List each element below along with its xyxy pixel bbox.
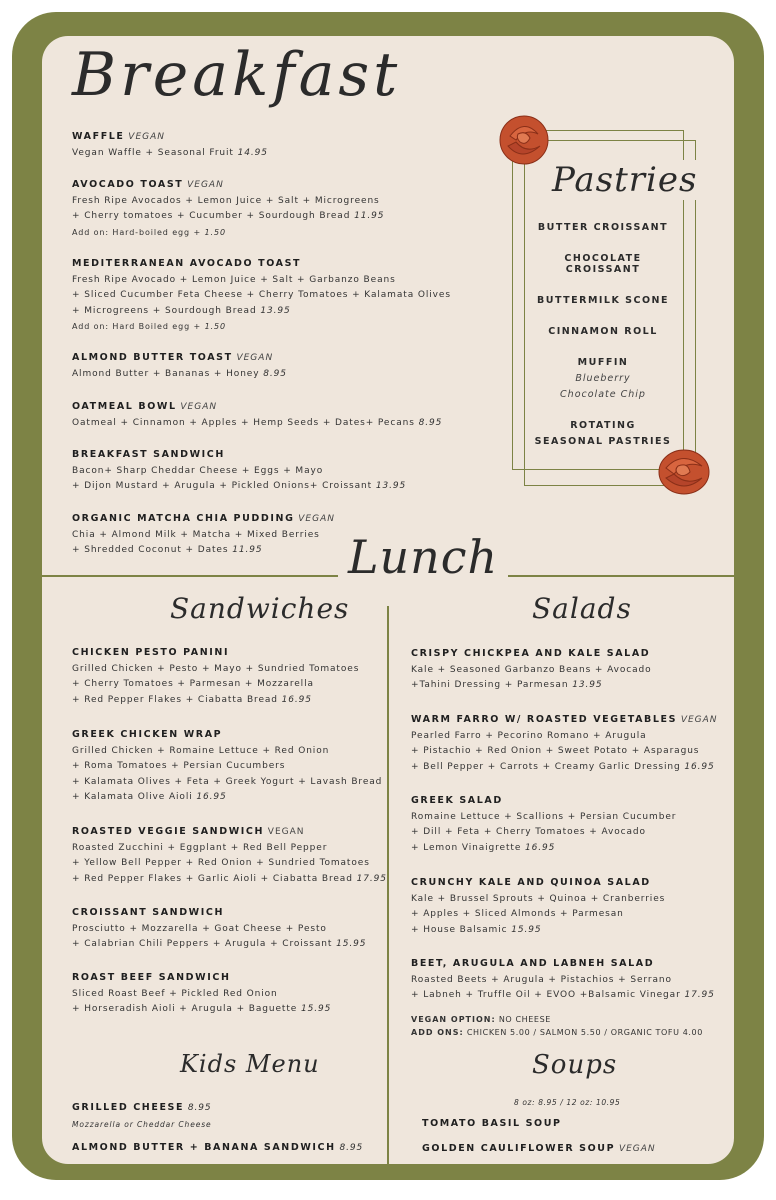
pastry-item: ROTATING bbox=[570, 420, 636, 431]
item-desc: +Tahini Dressing + Parmesan bbox=[411, 680, 569, 691]
item-desc: Fresh Ripe Avocados + Lemon Juice + Salt + Microgreens bbox=[72, 195, 380, 206]
item-desc: + Bell Pepper + Carrots + Creamy Garlic Dressing bbox=[411, 761, 681, 772]
item-desc: + Horseradish Aioli + Arugula + Baguette bbox=[72, 1004, 298, 1015]
item-desc: + Red Pepper Flakes + Ciabatta Bread bbox=[72, 694, 278, 705]
item-price: 8.95 bbox=[263, 368, 287, 379]
item-price: 15.95 bbox=[300, 1004, 332, 1015]
item-name: BREAKFAST SANDWICH bbox=[72, 449, 225, 460]
item-desc: + Yellow Bell Pepper + Red Onion + Sundried Tomatoes bbox=[72, 858, 370, 869]
item-desc: + Shredded Coconut + Dates bbox=[72, 545, 229, 556]
item-desc: + Cherry tomatoes + Cucumber + Sourdough Bread bbox=[72, 211, 351, 222]
breakfast-item-avocado-toast bbox=[72, 177, 384, 240]
item-desc: Roasted Beets + Arugula + Pistachios + Serrano bbox=[411, 974, 672, 985]
column-divider bbox=[387, 606, 389, 1164]
pastry-item: MUFFIN bbox=[577, 357, 629, 368]
item-name: GOLDEN CAULIFLOWER SOUP bbox=[422, 1143, 616, 1154]
item-desc: + Kalamata Olive Aioli bbox=[72, 792, 193, 803]
item-addon: Add on: Hard-boiled egg + bbox=[72, 227, 202, 237]
item-price: 11.95 bbox=[354, 211, 385, 222]
item-price: 16.95 bbox=[525, 842, 556, 853]
pastries-title: Pastries bbox=[548, 160, 701, 200]
soup-item-tomato bbox=[422, 1116, 562, 1133]
vegan-tag: VEGAN bbox=[187, 180, 224, 190]
item-price: 14.95 bbox=[237, 147, 268, 158]
item-desc: Roasted Zucchini + Eggplant + Red Bell Pepper bbox=[72, 842, 328, 853]
item-desc: Chia + Almond Milk + Matcha + Mixed Berries bbox=[72, 529, 320, 540]
item-desc: Pearled Farro + Pecorino Romano + Arugula bbox=[411, 730, 647, 741]
item-desc: + Apples + Sliced Almonds + Parmesan bbox=[411, 909, 624, 920]
sandwich-item-pesto-panini bbox=[72, 645, 359, 708]
muffin-variant: Chocolate Chip bbox=[560, 389, 646, 400]
item-desc: + House Balsamic bbox=[411, 924, 508, 935]
item-name: CROISSANT SANDWICH bbox=[72, 907, 225, 918]
item-name: CRUNCHY KALE AND QUINOA SALAD bbox=[411, 877, 651, 888]
item-name: MEDITERRANEAN AVOCADO TOAST bbox=[72, 258, 302, 269]
vegan-tag: VEGAN bbox=[180, 402, 218, 412]
lunch-title: Lunch bbox=[338, 530, 508, 584]
item-desc: + Sliced Cucumber Feta Cheese + Cherry Tomatoes + Kalamata Olives bbox=[72, 290, 451, 301]
item-price: 13.95 bbox=[260, 305, 291, 316]
item-name: WAFFLE bbox=[72, 131, 125, 142]
item-desc: Prosciutto + Mozzarella + Goat Cheese + Pesto bbox=[72, 923, 327, 934]
item-desc: Oatmeal + Cinnamon + Apples + Hemp Seeds + Dates+ Pecans bbox=[72, 417, 415, 428]
item-name: GRILLED CHEESE bbox=[72, 1102, 185, 1113]
item-desc: Vegan Waffle + Seasonal Fruit bbox=[72, 147, 234, 158]
item-price: 8.95 bbox=[418, 417, 443, 428]
breakfast-item-almond-toast bbox=[72, 350, 287, 382]
item-name: CHICKEN PESTO PANINI bbox=[72, 647, 230, 658]
vegan-tag: VEGAN bbox=[267, 827, 305, 837]
item-name: ALMOND BUTTER TOAST bbox=[72, 352, 233, 363]
kids-item-almond-banana bbox=[72, 1140, 363, 1157]
item-name: ROASTED VEGGIE SANDWICH bbox=[72, 826, 265, 837]
rose-bottom-icon bbox=[656, 446, 712, 498]
item-price: 11.95 bbox=[232, 545, 263, 556]
soups-title: Soups bbox=[532, 1050, 618, 1080]
item-price: 17.95 bbox=[684, 990, 715, 1001]
item-name: TOMATO BASIL SOUP bbox=[422, 1118, 562, 1129]
item-desc: Romaine Lettuce + Scallions + Persian Cucumber bbox=[411, 811, 677, 822]
item-desc: Bacon+ Sharp Cheddar Cheese + Eggs + Mayo bbox=[72, 465, 324, 476]
addon-price: 1.50 bbox=[204, 227, 226, 237]
vegan-tag: VEGAN bbox=[298, 514, 335, 524]
item-price: 15.95 bbox=[336, 939, 367, 950]
note-value: CHICKEN 5.00 / SALMON 5.50 / ORGANIC TOFU 4.00 bbox=[466, 1028, 703, 1037]
soup-item-cauliflower bbox=[422, 1141, 656, 1158]
soup-sizes: 8 oz: 8.95 / 12 oz: 10.95 bbox=[514, 1098, 621, 1107]
pastry-item: CHOCOLATE CROISSANT bbox=[564, 253, 642, 275]
breakfast-item-matcha-pudding bbox=[72, 511, 335, 559]
item-desc: + Microgreens + Sourdough Bread bbox=[72, 305, 257, 316]
item-price: 8.95 bbox=[187, 1103, 212, 1113]
rose-top-icon bbox=[496, 112, 552, 168]
item-addon: Add on: Hard Boiled egg + bbox=[72, 322, 202, 332]
salad-item-beet-labneh bbox=[411, 956, 715, 1004]
item-desc: Grilled Chicken + Romaine Lettuce + Red Onion bbox=[72, 745, 330, 756]
item-desc: + Dijon Mustard + Arugula + Pickled Onions+ Croissant bbox=[72, 481, 373, 492]
add-ons-note bbox=[411, 1028, 703, 1037]
item-name: ORGANIC MATCHA CHIA PUDDING bbox=[72, 513, 295, 524]
item-name: AVOCADO TOAST bbox=[72, 179, 184, 190]
salad-item-warm-farro bbox=[411, 712, 718, 775]
item-desc: + Lemon Vinaigrette bbox=[411, 842, 522, 853]
salad-item-chickpea-kale bbox=[411, 646, 652, 694]
item-desc: + Pistachio + Red Onion + Sweet Potato + Asparagus bbox=[411, 746, 700, 757]
sandwich-item-roast-beef bbox=[72, 970, 331, 1018]
item-desc: Kale + Brussel Sprouts + Quinoa + Cranberries bbox=[411, 893, 666, 904]
item-desc: + Red Pepper Flakes + Garlic Aioli + Ciabatta Bread bbox=[72, 873, 353, 884]
item-desc: Fresh Ripe Avocado + Lemon Juice + Salt + Garbanzo Beans bbox=[72, 274, 396, 285]
note-label: ADD ONS: bbox=[411, 1028, 464, 1037]
item-note: Mozzarella or Cheddar Cheese bbox=[72, 1119, 212, 1129]
salads-title: Salads bbox=[532, 592, 632, 625]
item-name: CRISPY CHICKPEA AND KALE SALAD bbox=[411, 648, 651, 659]
addon-price: 1.50 bbox=[204, 322, 226, 332]
note-label: VEGAN OPTION: bbox=[411, 1015, 496, 1024]
pastry-item: CINNAMON ROLL bbox=[548, 326, 658, 337]
vegan-tag: VEGAN bbox=[236, 353, 274, 363]
item-name: GREEK SALAD bbox=[411, 795, 503, 806]
pastry-list bbox=[528, 222, 678, 447]
item-price: 15.95 bbox=[511, 924, 542, 935]
item-price: 8.95 bbox=[339, 1143, 364, 1153]
breakfast-item-oatmeal bbox=[72, 399, 442, 431]
item-desc: + Calabrian Chili Peppers + Arugula + Croissant bbox=[72, 939, 333, 950]
pastry-item: BUTTERMILK SCONE bbox=[537, 295, 669, 306]
item-desc: Grilled Chicken + Pesto + Mayo + Sundried Tomatoes bbox=[72, 663, 360, 674]
item-price: 16.95 bbox=[196, 792, 227, 803]
item-desc: + Dill + Feta + Cherry Tomatoes + Avocado bbox=[411, 827, 646, 838]
item-price: 13.95 bbox=[572, 680, 603, 691]
item-desc: Almond Butter + Bananas + Honey bbox=[72, 368, 260, 379]
breakfast-title: Breakfast bbox=[72, 40, 402, 110]
item-name: ALMOND BUTTER + BANANA SANDWICH bbox=[72, 1142, 336, 1153]
item-price: 13.95 bbox=[375, 481, 407, 492]
sandwich-item-roasted-veggie bbox=[72, 824, 387, 887]
item-name: WARM FARRO W/ ROASTED VEGETABLES bbox=[411, 714, 678, 725]
vegan-option-note bbox=[411, 1015, 551, 1024]
item-price: 16.95 bbox=[684, 761, 715, 772]
pastry-item: SEASONAL PASTRIES bbox=[534, 436, 672, 447]
vegan-tag: VEGAN bbox=[618, 1144, 656, 1154]
sandwich-item-greek-wrap bbox=[72, 727, 382, 806]
note-value: NO CHEESE bbox=[498, 1015, 551, 1024]
sandwiches-title: Sandwiches bbox=[170, 592, 350, 625]
breakfast-item-waffle bbox=[72, 129, 268, 161]
item-desc: Kale + Seasoned Garbanzo Beans + Avocado bbox=[411, 664, 652, 675]
item-desc: + Roma Tomatoes + Persian Cucumbers bbox=[72, 761, 286, 772]
sandwich-item-croissant bbox=[72, 905, 366, 953]
item-price: 17.95 bbox=[356, 873, 387, 884]
item-name: ROAST BEEF SANDWICH bbox=[72, 972, 231, 983]
pastry-item: BUTTER CROISSANT bbox=[537, 222, 669, 233]
kids-menu-title: Kids Menu bbox=[180, 1050, 320, 1078]
muffin-variant: Blueberry bbox=[575, 373, 631, 384]
breakfast-item-mediterranean-toast bbox=[72, 256, 451, 335]
salad-item-greek bbox=[411, 793, 676, 856]
item-price: 16.95 bbox=[281, 694, 312, 705]
kids-item-grilled-cheese bbox=[72, 1100, 212, 1132]
item-name: BEET, ARUGULA AND LABNEH SALAD bbox=[411, 958, 655, 969]
item-name: OATMEAL BOWL bbox=[72, 401, 177, 412]
item-name: GREEK CHICKEN WRAP bbox=[72, 729, 223, 740]
item-desc: + Labneh + Truffle Oil + EVOO +Balsamic Vinegar bbox=[411, 990, 681, 1001]
salad-item-kale-quinoa bbox=[411, 875, 665, 938]
vegan-tag: VEGAN bbox=[128, 132, 166, 142]
item-desc: + Cherry Tomatoes + Parmesan + Mozzarella bbox=[72, 679, 314, 690]
breakfast-item-sandwich bbox=[72, 447, 406, 495]
item-desc: Sliced Roast Beef + Pickled Red Onion bbox=[72, 988, 278, 999]
vegan-tag: VEGAN bbox=[680, 715, 718, 725]
item-desc: + Kalamata Olives + Feta + Greek Yogurt + Lavash Bread bbox=[72, 776, 383, 787]
